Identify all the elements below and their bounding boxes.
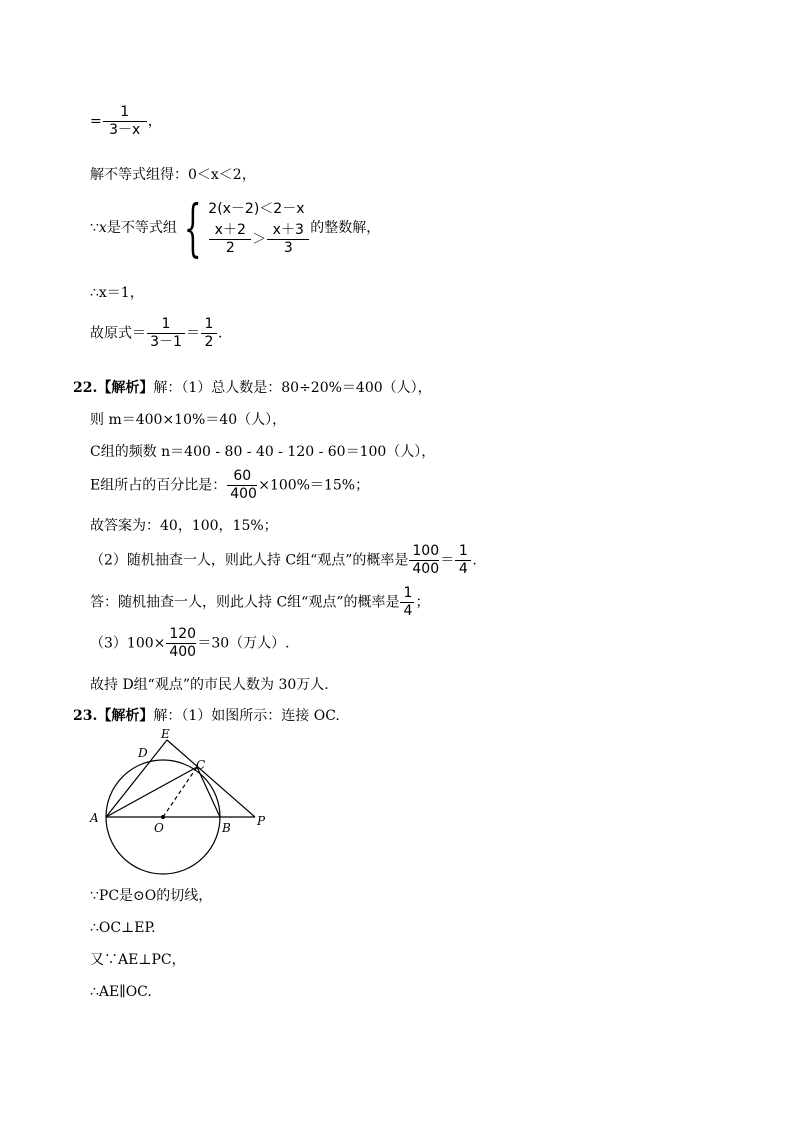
q22-header bbox=[73, 379, 432, 397]
analysis-tag: 【解析】 bbox=[97, 380, 154, 396]
text: （3）100× bbox=[90, 635, 166, 652]
denominator: 4 bbox=[458, 561, 468, 577]
period: . bbox=[472, 552, 477, 569]
numerator: x＋2 bbox=[209, 222, 251, 240]
q23-line-4: 又∵AE⊥PC， bbox=[90, 952, 186, 968]
period: . bbox=[218, 325, 223, 342]
q23-header bbox=[73, 707, 340, 725]
denominator: 4 bbox=[403, 603, 413, 619]
label-o: O bbox=[154, 821, 164, 835]
fraction bbox=[227, 468, 257, 503]
fraction bbox=[409, 543, 439, 578]
label-a: A bbox=[90, 811, 99, 825]
expr-step-2: 解不等式组得：0＜x＜2， bbox=[90, 167, 256, 183]
numerator: 1 bbox=[400, 585, 414, 603]
q22-line-3: C组的频数 n＝400 - 80 - 40 - 120 - 60＝100（人）， bbox=[90, 444, 436, 460]
q22-line-4 bbox=[90, 468, 369, 503]
text: 解：（1）总人数是：80÷20%＝400（人）， bbox=[153, 380, 432, 396]
expr-step-4: ∴x＝1， bbox=[90, 285, 144, 301]
analysis-tag: 【解析】 bbox=[97, 708, 154, 724]
because-symbol: ∵ bbox=[90, 220, 99, 236]
brace-icon: { bbox=[183, 191, 202, 264]
fraction bbox=[201, 316, 217, 351]
label-e: E bbox=[161, 727, 170, 741]
fraction bbox=[209, 222, 251, 257]
text: 的整数解， bbox=[310, 220, 381, 236]
q23-line-5: ∴AE∥OC. bbox=[90, 984, 152, 1000]
comma: ， bbox=[147, 113, 162, 130]
equals-sign: ＝ bbox=[440, 552, 455, 569]
greater-than: ＞ bbox=[252, 231, 267, 247]
fraction bbox=[455, 543, 471, 578]
numerator: 1 bbox=[147, 316, 185, 334]
segment-cb bbox=[197, 767, 220, 817]
segment-ep bbox=[167, 740, 255, 817]
q22-line-8 bbox=[90, 626, 290, 661]
fraction bbox=[103, 104, 147, 139]
q22-line-5: 故答案为：40，100，15%； bbox=[90, 518, 278, 534]
q22-line-2: 则 m＝400×10%＝40（人）， bbox=[90, 412, 287, 428]
q23-line-3: ∴OC⊥EP. bbox=[90, 920, 156, 936]
variable-x: x bbox=[98, 220, 107, 236]
fraction bbox=[147, 316, 185, 351]
segment-ac bbox=[106, 767, 197, 817]
center-point bbox=[161, 815, 165, 819]
equals-sign: ＝ bbox=[186, 325, 200, 342]
numerator: 1 bbox=[103, 104, 147, 122]
geometry-figure bbox=[80, 725, 280, 880]
segment-oc-dashed bbox=[163, 767, 197, 817]
denominator: 2 bbox=[204, 334, 214, 350]
label-c: C bbox=[196, 758, 206, 772]
fraction bbox=[400, 585, 414, 620]
expr-step-1 bbox=[90, 104, 162, 139]
denominator: 400 bbox=[412, 561, 440, 577]
denominator: 3－x bbox=[109, 122, 141, 138]
text: （2）随机抽查一人，则此人持 C组“观点”的概率是 bbox=[90, 552, 409, 569]
inequality-2 bbox=[208, 222, 310, 257]
text: E组所占的百分比是： bbox=[90, 477, 227, 494]
numerator: 60 bbox=[227, 468, 257, 486]
text: 是不等式组 bbox=[106, 220, 177, 236]
denominator: 3－1 bbox=[150, 334, 182, 350]
q22-line-6 bbox=[90, 543, 477, 578]
denominator: 400 bbox=[169, 644, 197, 660]
text: 解：（1）如图所示：连接 OC. bbox=[153, 708, 340, 724]
segment-ae bbox=[106, 740, 167, 817]
label-p: P bbox=[257, 814, 266, 828]
q22-line-9: 故持 D组“观点”的市民人数为 30万人. bbox=[90, 677, 329, 693]
question-number: 22. bbox=[73, 380, 98, 396]
question-number: 23. bbox=[73, 708, 98, 724]
fraction bbox=[267, 222, 309, 257]
numerator: 1 bbox=[201, 316, 217, 334]
text: 答：随机抽查一人，则此人持 C组“观点”的概率是 bbox=[90, 594, 400, 611]
expr-step-3 bbox=[90, 191, 381, 264]
expr-step-5 bbox=[90, 316, 222, 351]
numerator: x＋3 bbox=[267, 222, 309, 240]
inequality-1: 2(x－2)＜2－x bbox=[208, 200, 305, 217]
q22-line-7 bbox=[90, 585, 429, 620]
q23-line-2: ∵PC是⊙O的切线， bbox=[90, 888, 213, 904]
inequality-system bbox=[208, 200, 310, 257]
denominator: 400 bbox=[230, 486, 257, 502]
numerator: 1 bbox=[455, 543, 471, 561]
text: ×100%＝15%； bbox=[258, 477, 370, 494]
label-d: D bbox=[138, 746, 148, 760]
numerator: 120 bbox=[166, 626, 196, 644]
denominator: 3 bbox=[283, 239, 293, 256]
fraction bbox=[166, 626, 196, 661]
equals-sign: = bbox=[90, 113, 102, 130]
denominator: 2 bbox=[225, 239, 235, 256]
label-b: B bbox=[222, 821, 231, 835]
text: ＝30（万人）. bbox=[197, 635, 290, 652]
numerator: 100 bbox=[409, 543, 439, 561]
text: 故原式＝ bbox=[90, 325, 146, 342]
semicolon: ； bbox=[415, 594, 430, 611]
